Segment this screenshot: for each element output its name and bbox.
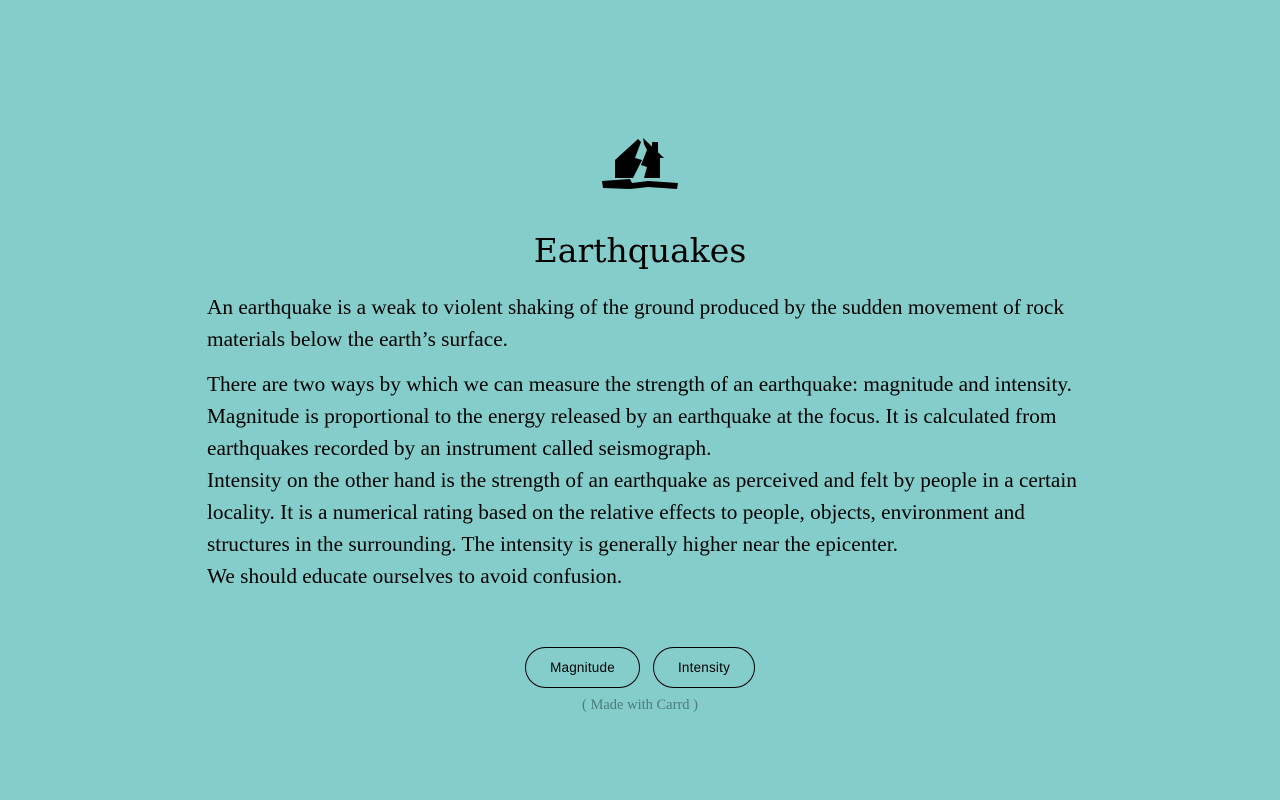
made-with-carrd-link[interactable]: Made with Carrd (590, 697, 690, 713)
intensity-button[interactable]: Intensity (653, 647, 755, 688)
magnitude-button[interactable]: Magnitude (525, 647, 640, 688)
intensity-paragraph: Intensity on the other hand is the strength of an earthquake as perceived and felt by people in a certain locality. It is a numerical rating based on the relative effects to people, objects, environment and structures in the surrounding. The intensity is generally higher near the epicenter. (207, 468, 1077, 556)
closing-paragraph: We should educate ourselves to avoid confusion. (207, 564, 623, 588)
page-title: Earthquakes (533, 231, 747, 270)
main-content (207, 291, 1077, 592)
earthquake-house-icon (600, 134, 680, 192)
intro-paragraph: An earthquake is a weak to violent shaking of the ground produced by the sudden movement of rock materials below the earth’s surface. (207, 295, 1064, 351)
footer-open-paren: ( (582, 697, 591, 713)
footer-close-paren: ) (689, 697, 698, 713)
footer-credit (0, 694, 1280, 716)
button-group (0, 647, 1280, 688)
measurement-paragraph: There are two ways by which we can measure the strength of an earthquake: magnitude and intensity. Magnitude is proportional to the energy released by an earthquake at the focus. It is calculated from earthquakes recorded by an instrument called seismograph. (207, 372, 1072, 460)
